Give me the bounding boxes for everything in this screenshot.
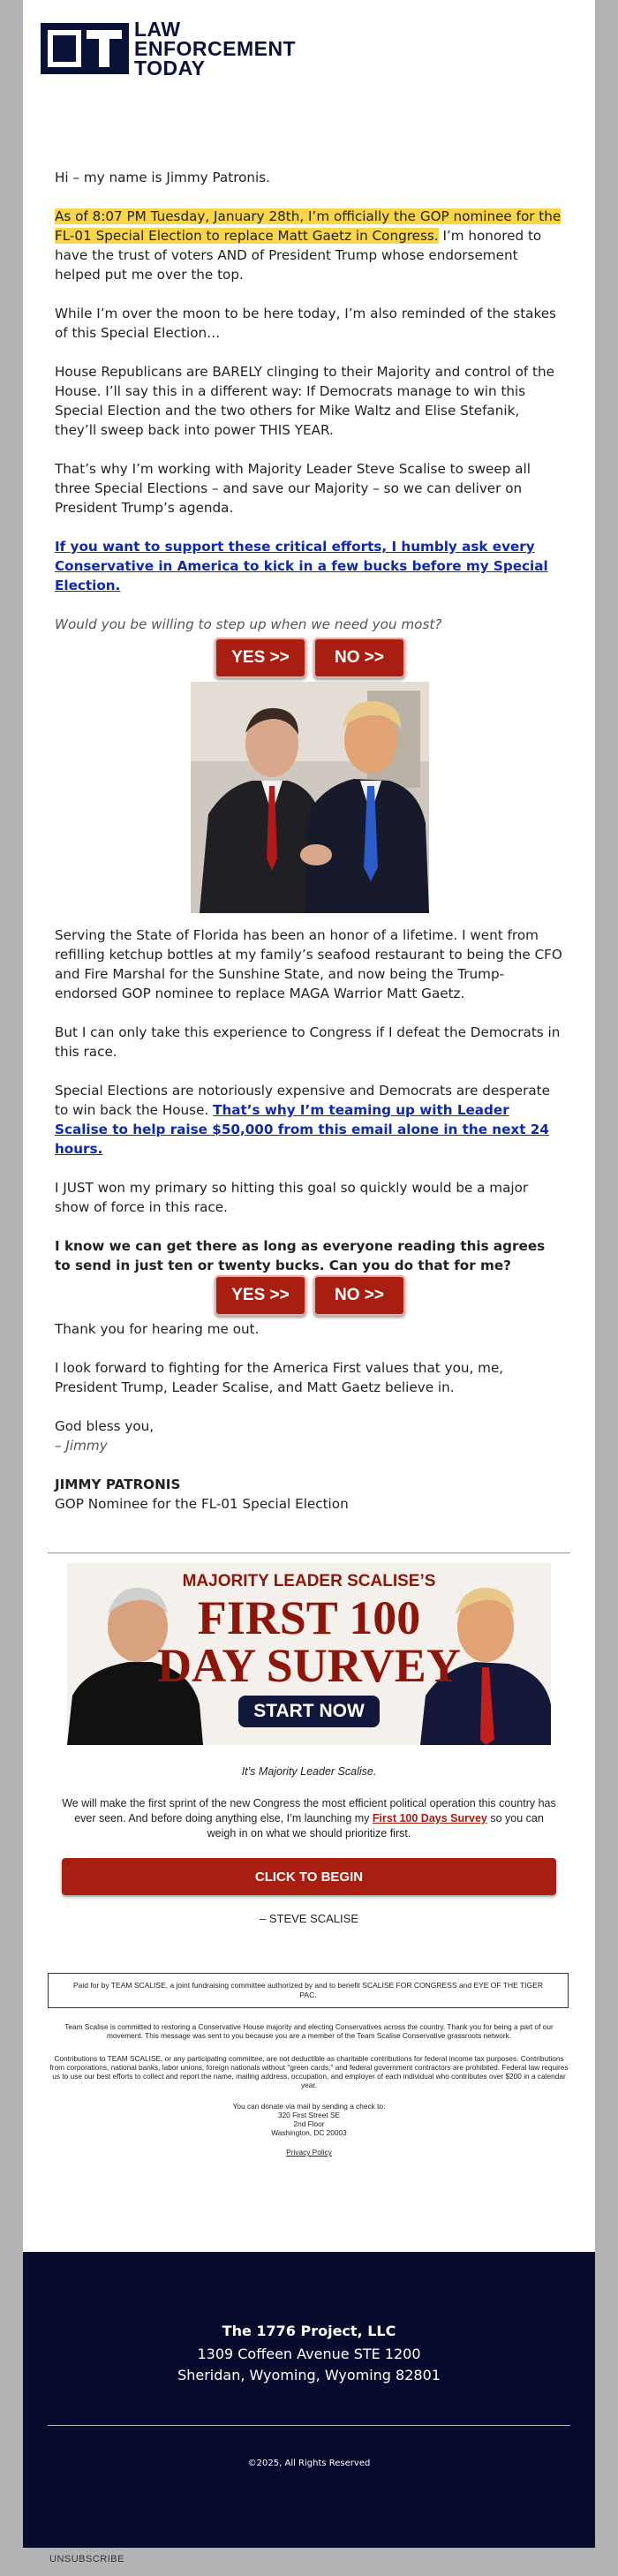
logo-line-2: ENFORCEMENT <box>134 37 297 60</box>
support-link[interactable]: If you want to support these critical efforts, I humbly ask every Conservative in America to kick in a few bucks before my Special Election. <box>55 539 548 593</box>
patronis-trump-photo <box>191 682 429 913</box>
signer-title: GOP Nominee for the FL-01 Special Election <box>55 1496 349 1512</box>
survey-link[interactable]: First 100 Days Survey <box>372 1812 487 1824</box>
logo-text <box>134 19 296 78</box>
mail-floor: 2nd Floor <box>293 2119 325 2128</box>
paragraph-primary: I JUST won my primary so hitting this goal so quickly would be a major show of force in this race. <box>55 1180 529 1215</box>
email-card <box>23 0 595 2252</box>
paragraph-majority: House Republicans are BARELY clinging to their Majority and control of the House. I’ll say this in a different way: If Democrats manage to win this Special Election and the two others for Mike Waltz and Elise Stefanik, they’ll sweep back into power THIS YEAR. <box>55 364 554 438</box>
section-divider <box>48 1552 570 1553</box>
paragraph-experience: But I can only take this experience to Congress if I defeat the Democrats in this race. <box>55 1024 561 1060</box>
greeting: Hi – my name is Jimmy Patronis. <box>55 170 270 185</box>
footer-street: 1309 Coffeen Avenue STE 1200 <box>197 2346 421 2362</box>
letter-body <box>55 168 565 1514</box>
logo-line-1: LAW <box>134 18 181 41</box>
paragraph-expensive-text: Special Elections are notoriously expensive and Democrats are desperate to win back the House. <box>55 1083 550 1118</box>
mail-city: Washington, DC 20003 <box>271 2128 347 2137</box>
survey-body-end: so you can weigh in on what we should prioritize first. <box>207 1812 544 1839</box>
question-text: Would you be willing to step up when we need you most? <box>55 616 442 632</box>
click-to-begin-button[interactable]: CLICK TO BEGIN <box>62 1858 556 1895</box>
privacy-policy-row <box>48 2148 570 2157</box>
logo-line-3: TODAY <box>134 57 206 79</box>
paid-for-disclaimer: Paid for by TEAM SCALISE, a joint fundraising committee authorized by and to benefit SCALISE FOR CONGRESS and EYE OF THE TIGER PAC. <box>48 1973 569 2008</box>
paragraph-stakes: While I’m over the moon to be here today, I’m also reminded of the stakes of this Special Election… <box>55 306 556 341</box>
yes-no-buttons-bottom <box>55 1275 565 1316</box>
yes-no-buttons-top <box>55 638 565 678</box>
privacy-policy-link[interactable]: Privacy Policy <box>286 2148 332 2157</box>
contribution-text: Contributions to TEAM SCALISE, or any participating committee, are not deductible as charitable contributions for federal income tax purposes. Contributions from corporations, national banks, labor unions, foreign nationals without "green cards," and federal government contractors are prohibited. Federal law requires us to use our best efforts to collect and report the name, mailing address, occupation, and employer of each individual who contributes over $200 in a calendar year. <box>49 2054 569 2089</box>
mail-street: 320 First Street SE <box>277 2111 341 2119</box>
paragraph-values: I look forward to fighting for the America First values that you, me, President Trump, Leader Scalise, and Matt Gaetz believe in. <box>55 1360 504 1395</box>
paragraph-nominee <box>55 207 565 284</box>
fundraise-link[interactable]: That’s why I’m teaming up with Leader Scalise to help raise $50,000 from this email alone in the next 24 hours. <box>55 1102 549 1157</box>
paragraph-expensive <box>55 1081 565 1159</box>
survey-body-text: We will make the first sprint of the new Congress the most efficient political operation this country has ever seen. And before doing anything else, I’m launching my <box>62 1797 556 1824</box>
survey-body <box>62 1796 556 1841</box>
footer-org: The 1776 Project, LLC <box>222 2323 396 2339</box>
banner-line-2: DAY SURVEY <box>157 1639 461 1692</box>
footer <box>23 2252 595 2548</box>
paragraph-ask: I know we can get there as long as everyone reading this agrees to send in just ten or twenty bucks. Can you do that for me? <box>55 1238 546 1273</box>
paragraph-nominee-rest: I’m honored to have the trust of voters AND of President Trump whose endorsement helped put me over the top. <box>55 228 542 283</box>
commitment-text: Team Scalise is committed to restoring a Conservative House majority and electing Conservatives across the country. Thank you for being a part of our movement. This message was sent to you because you are a member of the Team Scalise Conservative grassroots network. <box>64 2022 554 2040</box>
closing-text: God bless you, <box>55 1418 154 1434</box>
photo-illustration <box>191 682 429 913</box>
yes-button-2[interactable]: YES >> <box>215 1275 306 1316</box>
no-button-2[interactable]: NO >> <box>313 1275 405 1316</box>
survey-intro: It’s Majority Leader Scalise. <box>241 1765 377 1778</box>
banner-top-text: MAJORITY LEADER SCALISE’S <box>182 1572 436 1590</box>
banner-start-now[interactable]: START NOW <box>238 1696 380 1727</box>
thanks-text: Thank you for hearing me out. <box>55 1321 260 1337</box>
survey-banner[interactable] <box>67 1563 551 1745</box>
signature: – Jimmy <box>55 1438 108 1454</box>
mail-intro: You can donate via mail by sending a check to: <box>232 2102 386 2111</box>
unsubscribe-link[interactable]: UNSUBSCRIBE <box>49 2554 124 2565</box>
footer-copyright: ©2025, All Rights Reserved <box>247 2459 371 2468</box>
footer-divider <box>48 2425 570 2426</box>
footer-city: Sheridan, Wyoming, Wyoming 82801 <box>177 2367 441 2383</box>
no-button[interactable]: NO >> <box>313 638 405 678</box>
highlighted-announcement: As of 8:07 PM Tuesday, January 28th, I’m officially the GOP nominee for the FL-01 Special Election to replace Matt Gaetz in Congress. <box>55 208 561 244</box>
yes-button[interactable]: YES >> <box>215 638 306 678</box>
paragraph-serving: Serving the State of Florida has been an honor of a lifetime. I went from refilling ketchup bottles at my family’s seafood restaurant to being the CFO and Fire Marshal for the Sunshine State, and now being the Trump-endorsed GOP nominee to replace MAGA Warrior Matt Gaetz. <box>55 927 562 1001</box>
law-enforcement-today-logo[interactable] <box>41 19 296 78</box>
logo-mark-icon <box>41 23 129 74</box>
scalise-signoff: – STEVE SCALISE <box>260 1912 358 1925</box>
banner-line-1: FIRST 100 <box>197 1591 421 1644</box>
paragraph-scalise: That’s why I’m working with Majority Leader Steve Scalise to sweep all three Special Elections – and save our Majority – so we can deliver on President Trump’s agenda. <box>55 461 531 516</box>
footer-address <box>23 2344 595 2386</box>
signer-name: JIMMY PATRONIS <box>55 1477 181 1492</box>
